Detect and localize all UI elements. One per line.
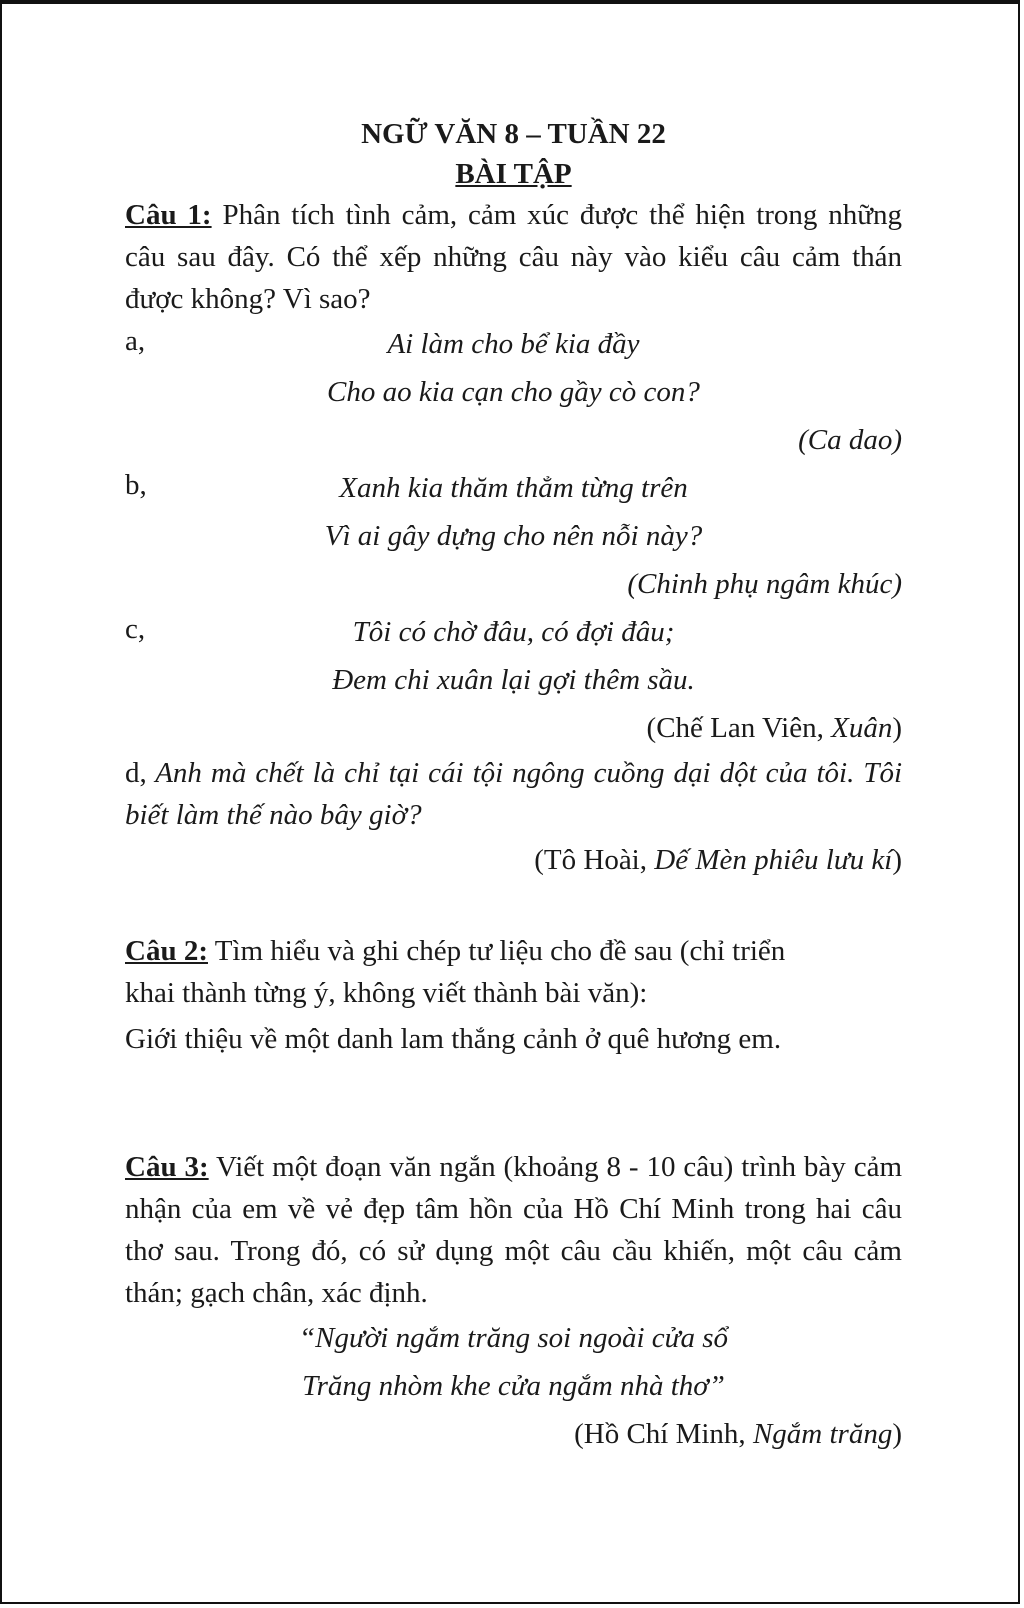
question-3 xyxy=(125,1146,902,1314)
question-1-text: Phân tích tình cảm, cảm xúc được thể hiện trong những câu sau đây. Có thể xếp những câu này vào kiểu câu cảm thán được không? Vì sao? xyxy=(125,199,902,315)
item-c-verse-1: Tôi có chờ đâu, có đợi đâu; xyxy=(352,616,675,648)
item-d xyxy=(125,752,902,836)
question-1-label: Câu 1: xyxy=(125,199,212,231)
item-c-source-work: Xuân xyxy=(831,712,893,744)
item-b-verse-2: Vì ai gây dựng cho nên nỗi này? xyxy=(324,520,703,552)
item-b-source: (Chinh phụ ngâm khúc) xyxy=(627,568,902,600)
question-2-text: Tìm hiểu và ghi chép tư liệu cho đề sau (chỉ triển khai thành từng ý, không viết thành bài văn): xyxy=(125,935,786,1009)
item-b xyxy=(125,464,902,512)
item-d-source xyxy=(125,836,902,884)
item-c xyxy=(125,608,902,656)
question-3-verse-1: “Người ngắm trăng soi ngoài cửa sổ xyxy=(299,1322,728,1354)
question-2 xyxy=(125,930,825,1014)
item-a-source: (Ca dao) xyxy=(798,424,902,456)
item-d-text: Anh mà chết là chỉ tại cái tội ngông cuồng dại dột của tôi. Tôi biết làm thế nào bây giờ? xyxy=(125,757,902,831)
question-3-label: Câu 3: xyxy=(125,1151,209,1183)
item-d-source-author: (Tô Hoài, xyxy=(534,844,655,876)
question-2-topic: Giới thiệu về một danh lam thắng cảnh ở quê hương em. xyxy=(125,1023,782,1055)
item-c-letter: c, xyxy=(125,613,146,645)
question-3-verse-2: Trăng nhòm khe cửa ngắm nhà thơ” xyxy=(302,1370,725,1402)
page-subtitle: BÀI TẬP xyxy=(455,158,572,190)
question-1 xyxy=(125,194,902,320)
item-d-letter: d, xyxy=(125,757,147,789)
item-a-letter: a, xyxy=(125,325,146,357)
item-d-source-close: ) xyxy=(892,844,902,876)
spacer xyxy=(125,884,902,930)
question-3-source-close: ) xyxy=(892,1418,902,1450)
item-c-verse-2: Đem chi xuân lại gợi thêm sầu. xyxy=(332,664,695,696)
question-3-text: Viết một đoạn văn ngắn (khoảng 8 - 10 câu) trình bày cảm nhận của em về vẻ đẹp tâm hồn của Hồ Chí Minh trong hai câu thơ sau. Trong đó, có sử dụng một câu cầu khiến, một câu cảm thán; gạch chân, xác định. xyxy=(125,1151,903,1309)
item-b-verse-1: Xanh kia thăm thẳm từng trên xyxy=(339,472,688,504)
question-3-source xyxy=(125,1410,902,1458)
item-c-source-author: (Chế Lan Viên, xyxy=(646,712,832,744)
question-3-source-author: (Hồ Chí Minh, xyxy=(574,1418,753,1450)
item-a-verse-1: Ai làm cho bể kia đầy xyxy=(387,328,640,360)
question-3-source-work: Ngắm trăng xyxy=(752,1418,893,1450)
page-title: NGỮ VĂN 8 – TUẦN 22 xyxy=(361,118,666,150)
item-a xyxy=(125,320,902,368)
item-d-source-work: Dế Mèn phiêu lưu kí xyxy=(654,844,893,876)
item-b-letter: b, xyxy=(125,469,147,501)
item-c-source xyxy=(125,704,902,752)
item-a-verse-2: Cho ao kia cạn cho gầy cò con? xyxy=(327,376,700,408)
question-2-label: Câu 2: xyxy=(125,935,208,967)
spacer xyxy=(125,1060,902,1146)
item-c-source-close: ) xyxy=(892,712,902,744)
document-content xyxy=(125,114,902,1458)
